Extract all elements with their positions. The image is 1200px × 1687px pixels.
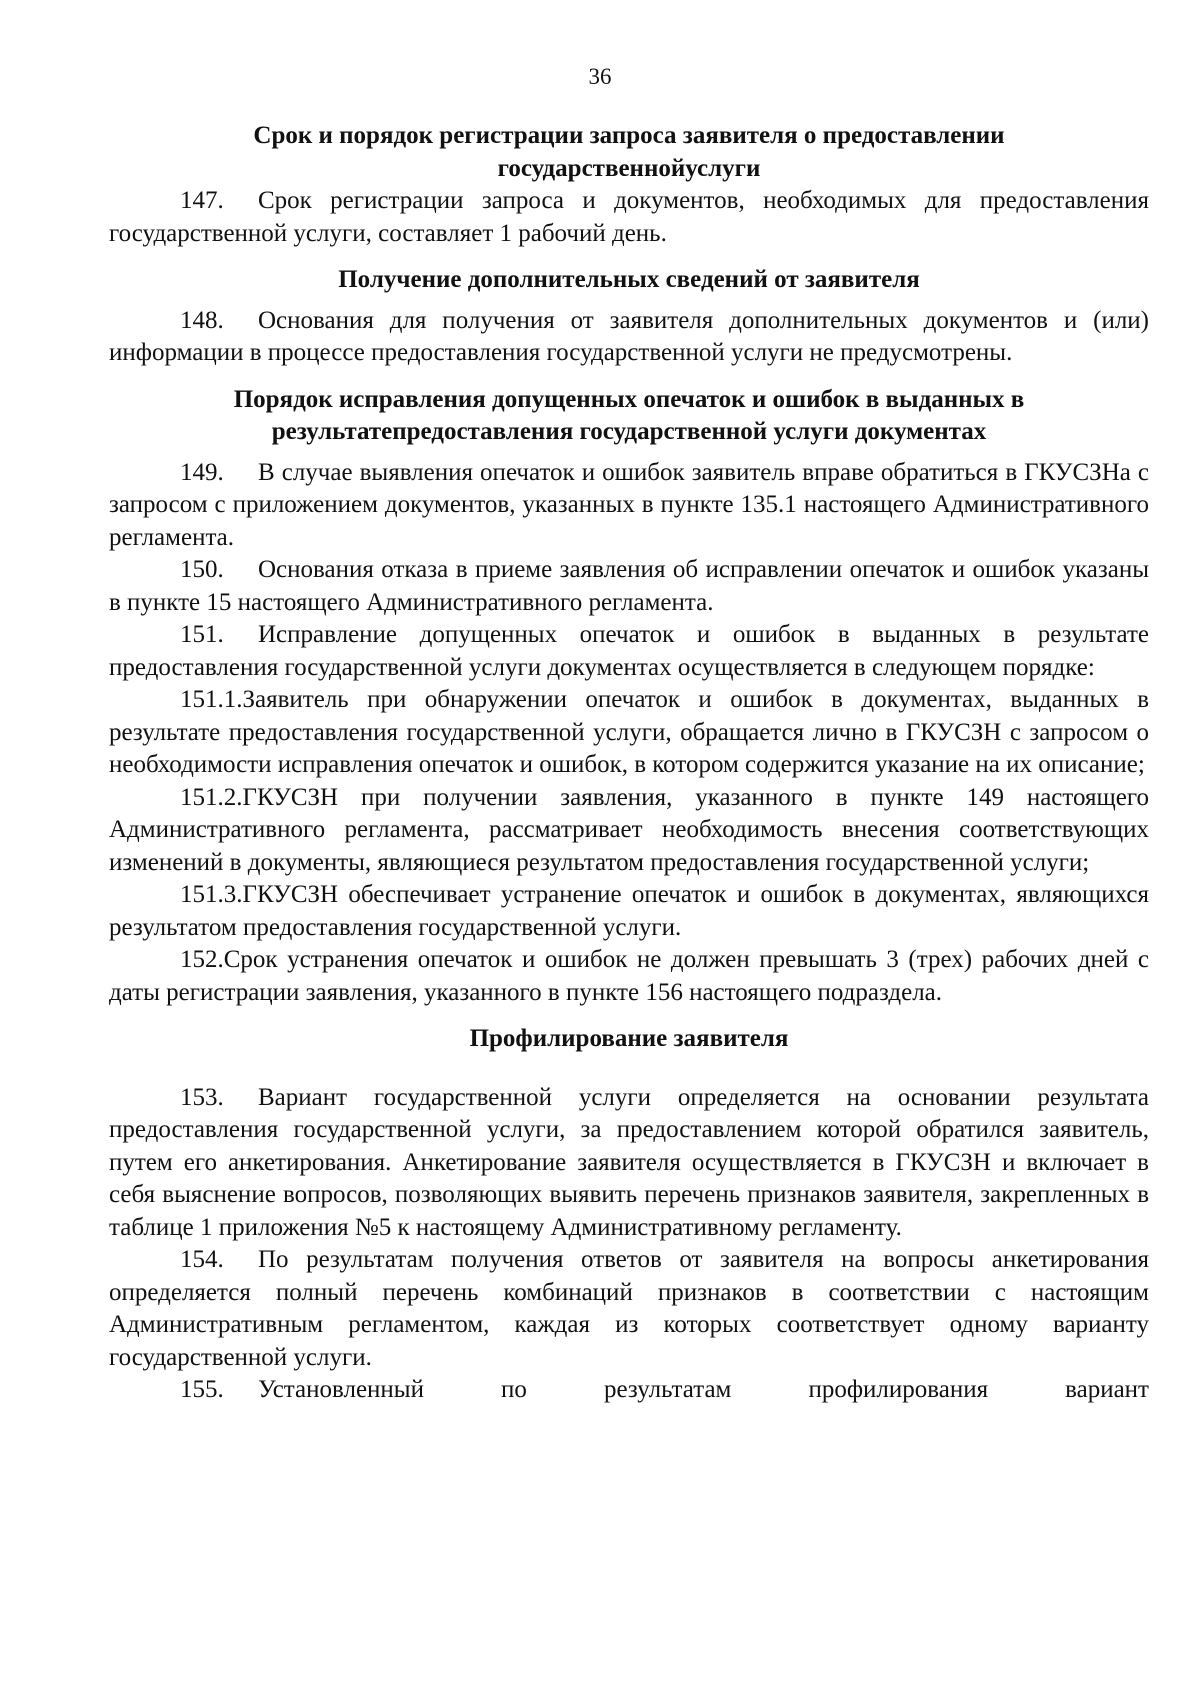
paragraph-151-1: 151.1.Заявитель при обнаружении опечаток и ошибок в документах, выданных в результате предоставления государственной услуги, обращается лично в ГКУСЗН с запросом о необходимости исправления опечаток и ошибок, в котором содержится указание на их описание; (109, 686, 1149, 778)
paragraph-149 (109, 457, 1149, 555)
paragraph-151-2: 151.2.ГКУСЗН при получении заявления, указанного в пункте 149 настоящего Административного регламента, рассматривает необходимость внесения соответствующих изменений в документы, являющиеся результатом предоставления государственной услуги; (109, 783, 1149, 876)
paragraph-155 (109, 1374, 1149, 1407)
paragraph-153 (109, 1082, 1149, 1245)
paragraph-number: 151. (180, 621, 224, 648)
paragraph-151 (109, 619, 1149, 684)
paragraph-text: Основания для получения от заявителя дополнительных документов и (или) информации в процессе предоставления государственной услуги не предусмотрены. (109, 306, 1149, 366)
document-body (109, 120, 1149, 1407)
paragraph-text: Срок регистрации запроса и документов, необходимых для предоставления государственной услуги, составляет 1 рабочий день. (109, 187, 1149, 247)
paragraph-154 (109, 1244, 1149, 1374)
paragraph-text: Исправление допущенных опечаток и ошибок в выданных в результате предоставления государственной услуги документах осуществляется в следующем порядке: (109, 621, 1149, 681)
paragraph-152: 152.Срок устранения опечаток и ошибок не должен превышать 3 (трех) рабочих дней с даты регистрации заявления, указанного в пункте 156 настоящего подраздела. (109, 946, 1149, 1006)
paragraph-number: 155. (180, 1376, 224, 1403)
paragraph-148 (109, 305, 1149, 370)
paragraph-text: По результатам получения ответов от заявителя на вопросы анкетирования определяется полный перечень комбинаций признаков в соответствии с настоящим Административным регламентом, каждая из которых соответствует одному варианту государственной услуги. (109, 1246, 1149, 1371)
paragraph-number: 149. (180, 458, 224, 486)
paragraph-number: 148. (180, 306, 224, 334)
paragraph-150 (109, 554, 1149, 619)
paragraph-text: Установленный по результатам профилирования вариант (258, 1376, 1149, 1403)
paragraph-number: 154. (180, 1246, 224, 1273)
paragraph-text: В случае выявления опечаток и ошибок заявитель вправе обратиться в ГКУСЗНа с запросом с приложением документов, указанных в пункте 135.1 настоящего Административного регламента. (109, 458, 1149, 551)
paragraph-text: Вариант государственной услуги определяется на основании результата предоставления государственной услуги, за предоставлением которой обратился заявитель, путем его анкетирования. Анкетирование заявителя осуществляется в ГКУСЗН и включает в себя выяснение вопросов, позволяющих выявить перечень признаков заявителя, закрепленных в таблице 1 приложения №5 к настоящему Административному регламенту. (109, 1083, 1149, 1241)
paragraph-number: 150. (180, 556, 224, 583)
paragraph-number: 147. (180, 187, 224, 214)
heading-profiling: Профилирование заявителя (469, 1025, 789, 1052)
heading-additional-info: Получение дополнительных сведений от заявителя (338, 266, 920, 293)
paragraph-151-3: 151.3.ГКУСЗН обеспечивает устранение опечаток и ошибок в документах, являющихся результатом предоставления государственной услуги. (109, 881, 1149, 941)
paragraph-text: Основания отказа в приеме заявления об исправлении опечаток и ошибок указаны в пункте 15 настоящего Административного регламента. (109, 556, 1149, 616)
paragraph-147 (109, 185, 1149, 250)
heading-registration: Срок и порядок регистрации запроса заявителя о предоставлении государственнойуслуги (253, 122, 1005, 182)
paragraph-number: 153. (180, 1083, 224, 1111)
heading-corrections: Порядок исправления допущенных опечаток и ошибок в выданных в результатепредоставления государственной услуги документах (233, 385, 1025, 445)
page-number: 36 (588, 64, 612, 89)
